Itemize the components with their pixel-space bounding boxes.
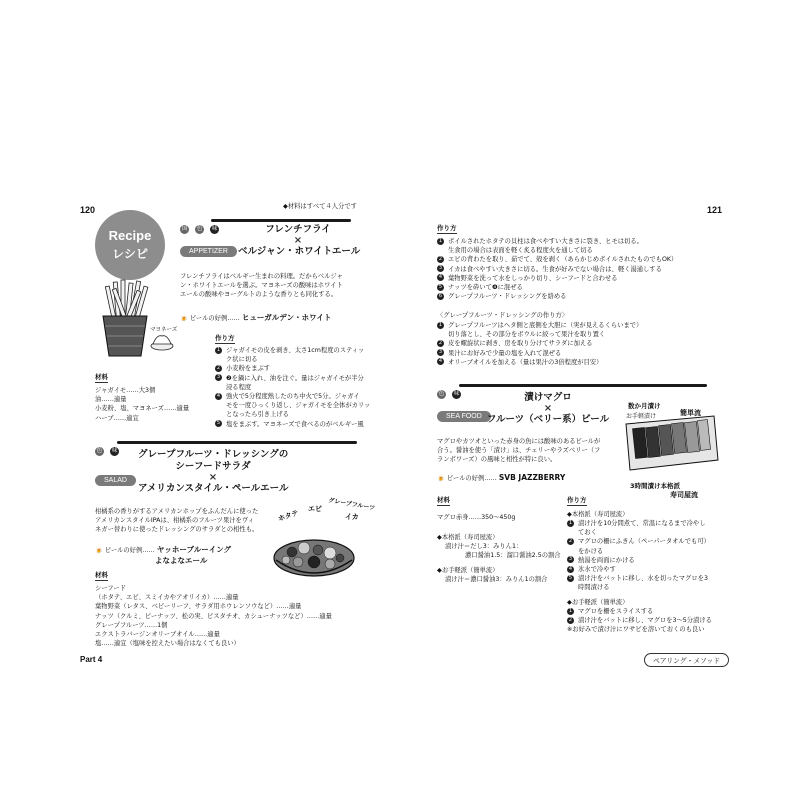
sauce-line: 濃口醤油1.5：溜口醤油2.5の割合	[465, 552, 561, 560]
method-easy-steps	[567, 607, 712, 635]
seafood-description	[437, 437, 600, 465]
desc-line: 合う。醤油を使う「漬け」は、チェリーやラズベリー（フ	[437, 447, 601, 455]
appetizer-beer-example	[180, 312, 331, 323]
sauce-line: 漬け汁＝濃口醤油3：みりん1の割合	[445, 576, 548, 584]
desc-line: フレンチフライはベルギー生まれの料理。だからベルジャ	[180, 273, 343, 280]
french-fries-illustration	[95, 278, 180, 363]
step-note: ※お好みで漬け汁にワサビを溶いておくのも良い	[567, 626, 705, 634]
step-number: 4	[568, 565, 573, 572]
material-item: （ホタテ、エビ、スミイカやアオリイカ）……適量	[95, 594, 239, 602]
beer-name: よなよなエール	[155, 556, 208, 565]
illus-label-easy: お手軽漬け	[626, 413, 657, 420]
salad-steps-heading	[437, 223, 457, 234]
salad-beer-example	[95, 544, 231, 555]
step-text: マグロを柵をスライスする	[578, 608, 654, 615]
step-number: 4	[438, 274, 443, 281]
recipe-badge-en: Recipe	[108, 228, 152, 243]
appetizer-title-food: フレンチフライ	[265, 224, 331, 235]
appetizer-chip-label: APPETIZER	[180, 246, 237, 257]
desc-line: ン・ホワイトエールを選ぶ。マヨネーズの酸味はホワイト	[180, 282, 343, 290]
step-number: 2	[568, 616, 573, 623]
tag-color: 色	[438, 391, 445, 397]
salad-title-line2: シーフードサラダ	[175, 461, 251, 472]
step-text: ナッツを砕いて❹に混ぜる	[448, 284, 523, 292]
recipe-badge	[95, 210, 165, 280]
dressing-steps	[437, 321, 642, 367]
dressing-heading: 〈グレープフルーツ・ドレッシングの作り方〉	[437, 312, 569, 319]
seafood-title-beer: フルーツ（ベリー系）ビール	[486, 414, 610, 425]
seafood-steps-heading	[567, 495, 587, 506]
step-text: ❷を鍋に入れ、油を注ぐ。量はジャガイモが半分	[226, 374, 364, 382]
materials-heading-text: 材料	[437, 496, 450, 504]
material-item: 油……適量	[95, 396, 127, 404]
seafood-salad-illustration	[268, 520, 360, 582]
step-text: 葉物野菜を洗って水をしっかり切り、シーフードと合わせる	[448, 274, 618, 282]
left-page-number: 120	[80, 205, 96, 215]
tag-taste: 味	[111, 448, 118, 454]
step-text: 果汁にお好みで少量の塩を入れて混ぜる	[448, 349, 562, 357]
tag-taste: 味	[453, 391, 460, 397]
material-item: 塩……適宜（塩味を控えたい場合はなくても良い）	[95, 640, 240, 648]
step-number: 3	[438, 265, 443, 272]
beer-prefix: ビールの好例……	[104, 547, 155, 554]
seafood-title-food: 漬けマグロ	[524, 392, 572, 403]
salad-materials-heading	[95, 570, 108, 581]
step-text: 漬け汁をバットに移し、マグロを3〜5分漬ける	[578, 617, 712, 625]
step-text: ておく	[578, 529, 597, 537]
material-item: マグロ赤身……350〜450g	[437, 514, 516, 521]
illus-label-simple: 簡単流	[680, 409, 701, 417]
step-number: 5	[568, 574, 573, 581]
step-number: 6	[438, 292, 443, 299]
sauce-authentic	[437, 533, 561, 561]
material-item: エクストラバージンオリーブオイル……適量	[95, 631, 220, 639]
illus-label-sushi: 寿司屋流	[670, 491, 698, 499]
steps-heading-text: 作り方	[437, 224, 457, 232]
step-number: 3	[216, 374, 221, 381]
seafood-tags	[437, 380, 462, 399]
step-text: 漬け汁を10分間煮て、常温になるまで冷やし	[578, 520, 706, 527]
right-footer	[644, 653, 729, 667]
appetizer-tags	[180, 215, 220, 234]
appetizer-materials-heading	[95, 372, 108, 383]
material-item: 葉物野菜（レタス、ベビーリーフ、サラダ用ホウレンソウなど）……適量	[95, 603, 302, 611]
desc-line: アメリカンスタイルIPAは、柑橘系のフルーツ果汁をヴィ	[95, 517, 255, 525]
appetizer-chip	[180, 238, 237, 257]
step-text: 塩をまぶす。マヨネーズで食べるのがベルギー風	[226, 420, 364, 428]
method-authentic-steps	[567, 519, 710, 593]
step-number: 1	[438, 321, 443, 328]
seafood-chip-label: SEA FOOD	[437, 411, 491, 422]
steps-heading-text: 作り方	[567, 496, 587, 504]
step-number: 3	[438, 349, 443, 356]
seafood-beer-example	[437, 473, 565, 482]
step-text: マグロの柵にふきん（ペーパータオルでも可）	[578, 538, 710, 546]
step-text: 漬け汁をバットに移し、水を切ったマグロを3	[578, 575, 708, 583]
step-text: 皮を螺旋状に剥き、房を取り分けてサラダに加える	[448, 340, 593, 348]
step-number: 5	[216, 420, 221, 427]
step-text: ボイルされたホタテの貝柱は食べやすい大きさに裂き、ヒモは切る。	[448, 238, 643, 245]
appetizer-steps-heading	[215, 333, 235, 344]
material-item: ハーブ……適宜	[95, 414, 139, 422]
desc-line: マグロやカツオといった赤身の魚には酸味のあるビールが	[437, 438, 601, 445]
step-number: 1	[216, 346, 221, 353]
beer-prefix: ビールの好例……	[189, 315, 240, 322]
step-text: 浸る程度	[226, 383, 252, 391]
steps-heading-text: 作り方	[215, 334, 235, 342]
material-item: ナッツ（クルミ、ピーナッツ、松の実、ピスタチオ、カシューナッツなど）……適量	[95, 612, 332, 620]
step-number: 2	[438, 339, 443, 346]
tag-country: 国	[181, 226, 188, 232]
mayonnaise-label: マヨネーズ	[150, 327, 178, 333]
material-item: ジャガイモ……大3個	[95, 387, 156, 394]
step-text: をかける	[578, 547, 604, 555]
salad-title-line1: グレープフルーツ・ドレッシングの	[138, 449, 289, 460]
pairing-x-icon: ×	[293, 235, 303, 246]
desc-line: ネガー替わりに使ったドレッシングのサラダとの相性も。	[95, 526, 259, 534]
step-text: 氷水で冷やす	[578, 566, 616, 574]
material-item: シーフード	[95, 585, 126, 592]
step-number: 2	[438, 255, 443, 262]
recipe-badge-ja: レシピ	[112, 247, 148, 261]
appetizer-title-beer: ベルジャン・ホワイトエール	[238, 246, 361, 257]
step-text: オリーブオイルを加える（量は果汁の3倍程度が目安）	[448, 358, 603, 366]
step-text: モを一度ひっくり返し、ジャガイモを全体がカリッ	[226, 402, 371, 410]
seafood-rule	[459, 384, 707, 387]
tag-taste: 味	[211, 226, 218, 232]
beer-glass-icon: 🍺	[95, 547, 103, 554]
salad-steps	[437, 237, 677, 301]
seafood-title	[478, 392, 618, 426]
step-number: 2	[216, 364, 221, 371]
illus-label-3hours: 3時間漬け本格派	[630, 482, 681, 490]
right-page-number: 121	[707, 205, 723, 215]
beer-glass-icon: 🍺	[180, 315, 188, 322]
sauce-easy	[437, 566, 547, 584]
illus-label-grapefruit: グレープフルーツ	[327, 496, 376, 513]
step-number: 1	[568, 519, 573, 526]
tag-color: 色	[196, 226, 203, 232]
illus-label-shrimp: エビ	[308, 505, 322, 513]
step-number: 4	[216, 392, 221, 399]
step-text: エビの背わたを取り、茹でて、殻を剥く（あらかじめボイルされたものでもOK）	[448, 256, 678, 264]
right-footer-label: ペアリング・メソッド	[653, 657, 721, 665]
salad-tags	[95, 437, 120, 456]
desc-line: エールの酸味やヨーグルトのような香りとも同化する。	[180, 291, 338, 299]
step-text: 熱湯を両面にかける	[578, 556, 635, 564]
desc-line: ランボワーズ）の風味と相性が特に良い。	[437, 456, 557, 464]
appetizer-title	[238, 224, 361, 258]
appetizer-steps	[215, 346, 370, 429]
step-text: グレープフルーツはヘタ側と底側を大胆に（実が見えるくらいまで）	[448, 322, 643, 329]
salad-beer-example-line2	[155, 555, 207, 566]
step-text: イカは食べやすい大きさに切る。生食が好みでない場合は、軽く湯通しする	[448, 265, 662, 273]
step-number: 2	[568, 537, 573, 544]
step-text: 切り落とし、その部分をボウルに絞って果汁を取り置く	[448, 331, 606, 339]
sauce-heading: ◆本格派（寿司屋流）	[437, 534, 499, 541]
step-number: 1	[438, 237, 443, 244]
beer-glass-icon: 🍺	[437, 475, 445, 482]
sauce-line: 漬け汁＝だし3：みりん1：	[445, 543, 523, 551]
salad-title	[138, 449, 288, 495]
illus-label-months: 数か月漬け	[628, 402, 661, 410]
beer-name: ヒューガルデン・ホワイト	[241, 313, 332, 322]
servings-note: ◆材料はすべて４人分です	[283, 203, 357, 210]
step-text: 生食用の場合は表面を軽く炙る程度火を通して切る	[448, 247, 593, 255]
tag-color: 色	[96, 448, 103, 454]
left-footer: Part 4	[80, 655, 103, 664]
step-text: 時間漬ける	[578, 584, 610, 592]
step-text: となったら引き上げる	[226, 411, 289, 419]
salad-chip-label: SALAD	[95, 475, 136, 486]
illus-label-squid: イカ	[345, 513, 359, 521]
step-number: 4	[438, 358, 443, 365]
salad-description	[95, 507, 258, 535]
beer-prefix: ビールの好例……	[446, 475, 497, 482]
beer-name: SVB JAZZBERRY	[498, 473, 566, 482]
step-text: ク状に切る	[226, 356, 258, 364]
beer-name: ヤッホーブルーイング	[156, 545, 232, 554]
appetizer-description	[180, 272, 343, 300]
salad-materials	[95, 584, 332, 648]
desc-line: 柑橘系の香りがするアメリカンホップをふんだんに使った	[95, 508, 259, 515]
method-heading: ◆お手軽派（簡単流）	[567, 599, 629, 606]
seafood-materials-heading	[437, 495, 450, 506]
step-text: 小麦粉をまぶす	[226, 365, 271, 373]
step-text: ジャガイモの皮を剥き、太さ1cm程度のスティッ	[226, 347, 365, 354]
illus-label-scallop: ホタテ	[277, 508, 300, 524]
material-item: 小麦粉、塩、マヨネーズ……適量	[95, 405, 190, 413]
sauce-heading: ◆お手軽派（簡単流）	[437, 567, 499, 574]
salad-chip	[95, 467, 136, 486]
appetizer-materials	[95, 386, 189, 423]
method-heading: ◆本格派（寿司屋流）	[567, 511, 629, 518]
salad-rule	[117, 441, 357, 444]
step-text: グレープフルーツ・ドレッシングを絡める	[448, 293, 567, 301]
appetizer-rule	[211, 219, 351, 222]
step-text: 強火で5分程度熱したのち中火で5分。ジャガイ	[226, 393, 360, 401]
step-number: 3	[568, 556, 573, 563]
salad-title-beer: アメリカンスタイル・ペールエール	[138, 483, 289, 494]
step-number: 5	[438, 283, 443, 290]
step-number: 1	[568, 607, 573, 614]
materials-heading-text: 材料	[95, 373, 108, 381]
material-item: グレープフルーツ……1個	[95, 621, 168, 629]
pairing-x-icon: ×	[543, 403, 553, 414]
pairing-x-icon: ×	[208, 472, 218, 483]
materials-heading-text: 材料	[95, 571, 108, 579]
